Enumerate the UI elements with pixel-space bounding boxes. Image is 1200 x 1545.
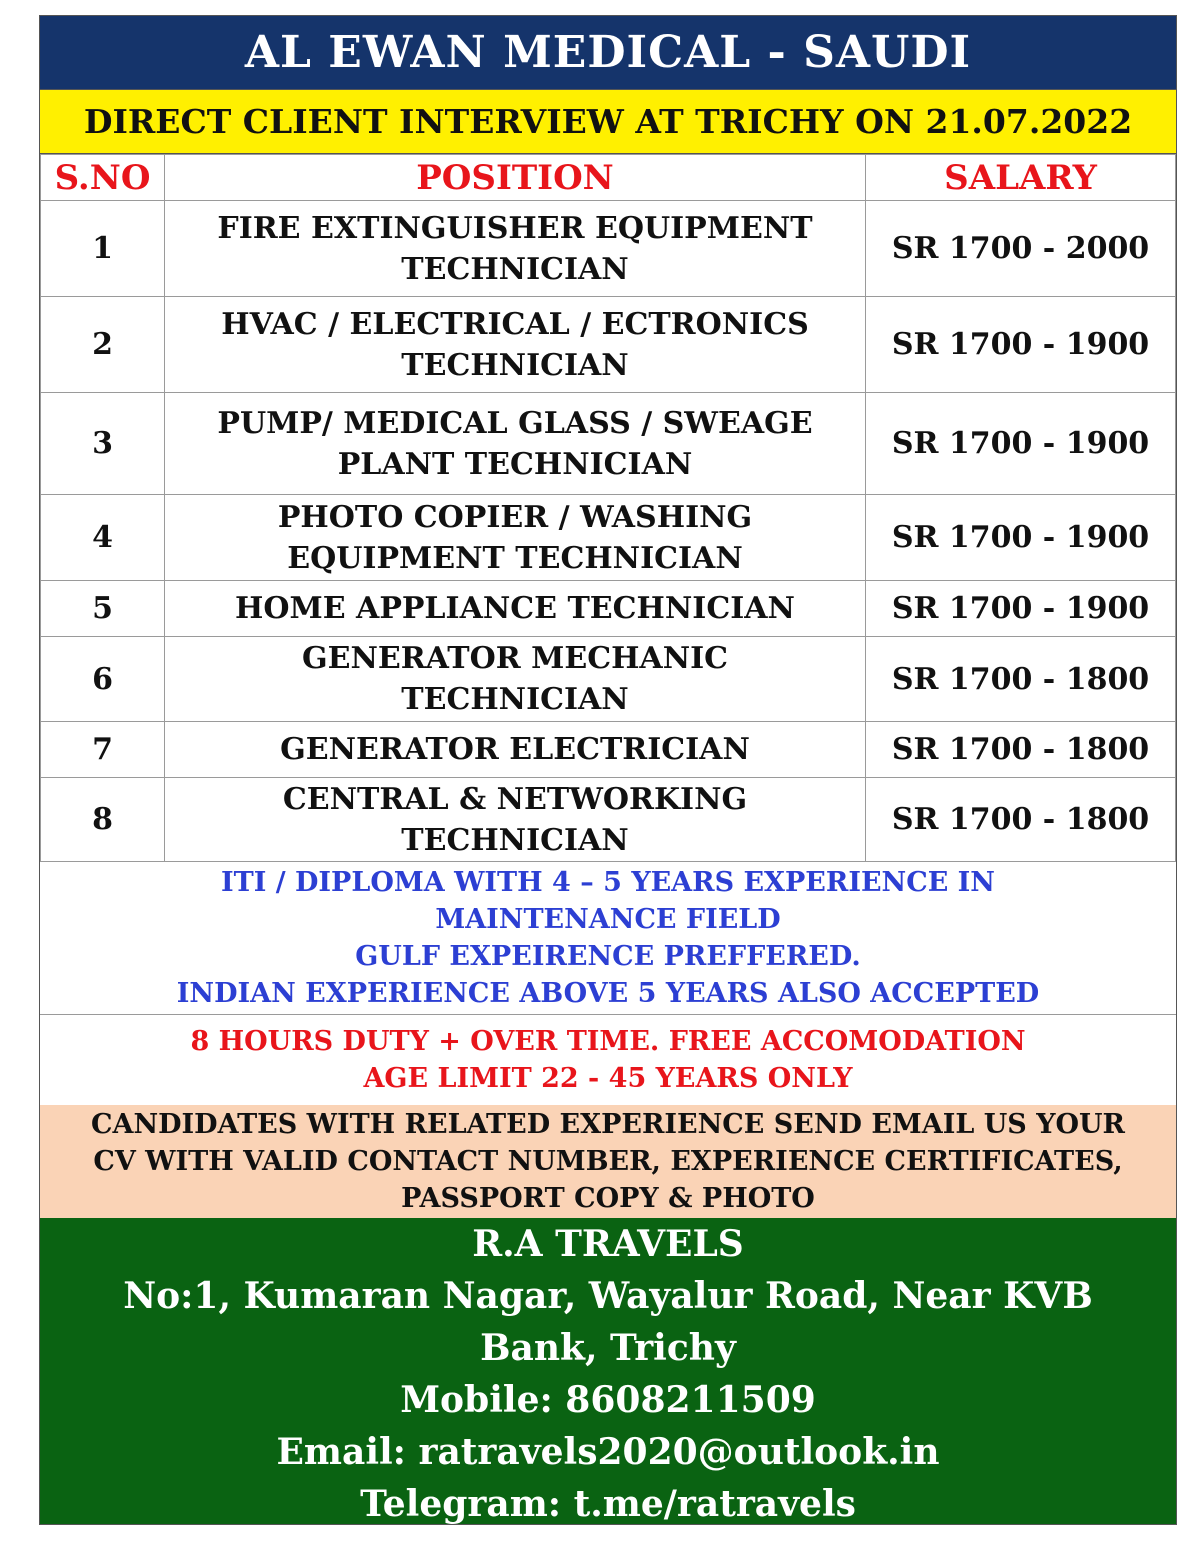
row-sno: 1 [41, 201, 165, 297]
position-line: EQUIPMENT TECHNICIAN [287, 540, 743, 576]
row-position [165, 722, 866, 778]
table-header-row [41, 155, 1176, 201]
table-row [41, 201, 1176, 297]
position-line: GENERATOR MECHANIC [301, 641, 729, 676]
row-sno: 6 [41, 637, 165, 722]
position-line: GENERATOR ELECTRICIAN [280, 732, 750, 767]
position-line: FIRE EXTINGUISHER EQUIPMENT [217, 210, 813, 246]
qualification-line: GULF EXPEIRENCE PREFFERED. [355, 941, 861, 972]
row-salary: SR 1700 - 1800 [866, 722, 1176, 778]
table-row [41, 778, 1176, 862]
apply-line: CV WITH VALID CONTACT NUMBER, EXPERIENCE CERTIFICATES, [93, 1146, 1123, 1177]
row-salary: SR 1700 - 1800 [866, 778, 1176, 862]
row-salary: SR 1700 - 1900 [866, 581, 1176, 637]
qualification-line: INDIAN EXPERIENCE ABOVE 5 YEARS ALSO ACCEPTED [176, 978, 1040, 1009]
column-header-position: POSITION [165, 155, 866, 201]
positions-table [40, 154, 1176, 862]
qualification-line: MAINTENANCE FIELD [435, 904, 781, 935]
table-row [41, 637, 1176, 722]
table-row [41, 495, 1176, 581]
row-sno: 4 [41, 495, 165, 581]
row-position [165, 393, 866, 495]
position-line: PHOTO COPIER / WASHING [277, 499, 753, 535]
row-salary: SR 1700 - 1900 [866, 495, 1176, 581]
row-position [165, 495, 866, 581]
row-position [165, 778, 866, 862]
row-position [165, 201, 866, 297]
row-position [165, 637, 866, 722]
qualification-line: ITI / DIPLOMA WITH 4 – 5 YEARS EXPERIENCE IN [221, 867, 995, 898]
row-salary: SR 1700 - 1900 [866, 393, 1176, 495]
position-line: TECHNICIAN [401, 251, 629, 287]
telegram-link: Telegram: t.me/ratravels [360, 1483, 856, 1525]
position-line: TECHNICIAN [401, 347, 629, 383]
row-sno: 8 [41, 778, 165, 862]
row-sno: 5 [41, 581, 165, 637]
terms-line: 8 HOURS DUTY + OVER TIME. FREE ACCOMODATION [190, 1026, 1026, 1057]
apply-instructions [40, 1105, 1176, 1218]
position-line: HOME APPLIANCE TECHNICIAN [235, 591, 795, 626]
position-line: TECHNICIAN [401, 682, 629, 717]
table-row [41, 722, 1176, 778]
apply-line: PASSPORT COPY & PHOTO [401, 1183, 815, 1214]
terms-line: AGE LIMIT 22 - 45 YEARS ONLY [363, 1063, 853, 1094]
position-line: CENTRAL & NETWORKING [282, 781, 748, 817]
apply-line: CANDIDATES WITH RELATED EXPERIENCE SEND EMAIL US YOUR [91, 1109, 1125, 1140]
table-row [41, 581, 1176, 637]
mobile-number: Mobile: 8608211509 [400, 1379, 816, 1421]
column-header-sno: S.NO [41, 155, 165, 201]
column-header-salary: SALARY [866, 155, 1176, 201]
position-line: TECHNICIAN [401, 822, 629, 858]
qualification-section [40, 859, 1176, 1015]
page-title: AL EWAN MEDICAL - SAUDI [40, 16, 1176, 89]
position-line: HVAC / ELECTRICAL / ECTRONICS [221, 306, 809, 342]
terms-section [40, 1015, 1176, 1105]
row-position [165, 297, 866, 393]
table-row [41, 297, 1176, 393]
row-sno: 3 [41, 393, 165, 495]
job-flyer [39, 15, 1177, 1525]
row-salary: SR 1700 - 2000 [866, 201, 1176, 297]
row-salary: SR 1700 - 1900 [866, 297, 1176, 393]
position-line: PLANT TECHNICIAN [337, 446, 693, 482]
interview-banner: DIRECT CLIENT INTERVIEW AT TRICHY ON 21.07.2022 [40, 89, 1176, 154]
row-sno: 2 [41, 297, 165, 393]
row-salary: SR 1700 - 1800 [866, 637, 1176, 722]
contact-section [40, 1218, 1176, 1524]
email-address: Email: ratravels2020@outlook.in [276, 1431, 940, 1473]
address-line: No:1, Kumaran Nagar, Wayalur Road, Near KVB [123, 1275, 1093, 1317]
company-name: R.A TRAVELS [472, 1223, 744, 1265]
row-sno: 7 [41, 722, 165, 778]
position-line: PUMP/ MEDICAL GLASS / SWEAGE [217, 405, 813, 441]
row-position [165, 581, 866, 637]
address-line: Bank, Trichy [480, 1327, 736, 1369]
table-row [41, 393, 1176, 495]
